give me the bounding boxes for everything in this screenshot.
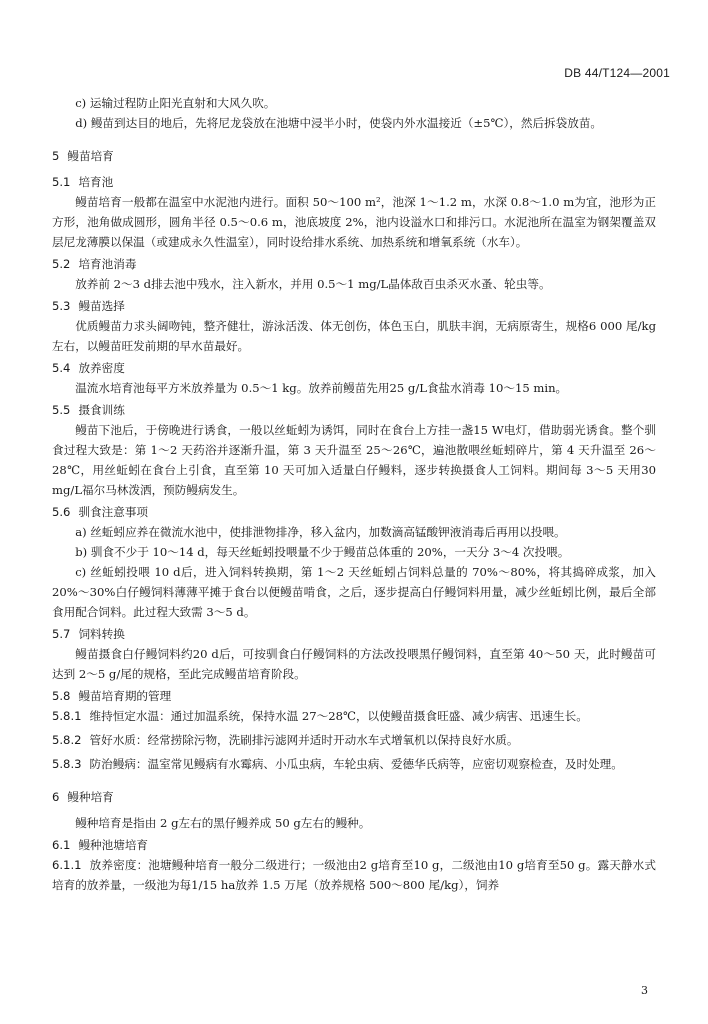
paragraph: 放养前 2～3 d排去池中残水，注入新水，并用 0.5～1 mg/L晶体敌百虫杀灭水蚤、轮虫等。 bbox=[75, 277, 551, 291]
subsection-number: 5.4 bbox=[52, 361, 71, 375]
list-item: a) 丝蚯蚓应养在微流水池中，使排泄物排净，移入盆内，加数滴高锰酸钾液消毒后再用以投喂。 bbox=[75, 525, 566, 539]
clause-number: 6.1.1 bbox=[52, 858, 82, 872]
section-title: 鳗苗培育 bbox=[67, 149, 114, 163]
subsection-title: 饲料转换 bbox=[78, 627, 125, 641]
subsection-title: 鳗苗选择 bbox=[78, 299, 125, 313]
paragraph: 优质鳗苗力求头阔吻钝，整齐健壮，游泳活泼、体无创伤，体色玉白，肌肤丰润，无病原寄生，规格6 000 尾/kg左右，以鳗苗旺发前期的早水苗最好。 bbox=[52, 319, 656, 353]
clause-text: 维持恒定水温：通过加温系统，保持水温 27～28℃，以使鳗苗摄食旺盛、减少病害、迅速生长。 bbox=[89, 709, 588, 723]
section-number: 5 bbox=[52, 149, 60, 163]
clause-text: 放养密度：池塘鳗种培育一般分二级进行；一级池由2 g培育至10 g，二级池由10 g培育至50 g。露天静水式培育的放养量，一级池为每1/15 ha放养 1.5 万尾（放养规格 500～800 尾/kg），饲养 bbox=[52, 858, 656, 892]
paragraph: 温流水培育池每平方米放养量为 0.5～1 kg。放养前鳗苗先用25 g/L食盐水消毒 10～15 min。 bbox=[75, 381, 568, 395]
subsection-heading bbox=[52, 358, 656, 378]
paragraph: 鳗苗培育一般都在温室中水泥池内进行。面积 50～100 m²，池深 1～1.2 m，水深 0.8～1.0 m为宜，池形为正方形，池角做成圆形，圆角半径 0.5～0.6 m，池底坡度 2%，池内设溢水口和排污口。水泥池所在温室为钢架覆盖双层尼龙薄膜以保温（或建成永久性温室），同时设给排水系统、加热系统和增氧系统（水车）。 bbox=[52, 195, 656, 249]
document-body bbox=[52, 93, 656, 895]
subsection-heading bbox=[52, 172, 656, 192]
subsection-title: 鳗种池塘培育 bbox=[78, 838, 149, 852]
subsection-number: 5.8 bbox=[52, 689, 71, 703]
paragraph: c) 运输过程防止阳光直射和大风久吹。 bbox=[75, 96, 276, 110]
subsection-number: 5.7 bbox=[52, 627, 71, 641]
clause bbox=[52, 706, 656, 726]
section-number: 6 bbox=[52, 790, 60, 804]
document-id: DB 44/T124—2001 bbox=[564, 66, 670, 80]
clause bbox=[52, 754, 656, 774]
subsection-title: 培育池消毒 bbox=[78, 257, 137, 271]
section-title: 鳗种培育 bbox=[67, 790, 114, 804]
subsection-title: 驯食注意事项 bbox=[78, 505, 149, 519]
subsection-number: 6.1 bbox=[52, 838, 71, 852]
clause-number: 5.8.3 bbox=[52, 757, 82, 771]
clause bbox=[52, 730, 656, 750]
subsection-title: 鳗苗培育期的管理 bbox=[78, 689, 172, 703]
subsection-number: 5.5 bbox=[52, 403, 71, 417]
section-heading bbox=[52, 146, 656, 166]
subsection-heading bbox=[52, 400, 656, 420]
paragraph: 鳗苗下池后，于傍晚进行诱食，一般以丝蚯蚓为诱饵，同时在食台上方挂一盏15 W电灯，借助弱光诱食。整个驯食过程大致是：第 1～2 天药浴并逐渐升温，第 3 天升温至 25～26℃，遍池散喂丝蚯蚓碎片，第 4 天升温至 26～28℃，用丝蚯蚓在食台上引食，直至第 10 天可加入适量白仔鳗料，逐步转换摄食人工饲料。期间每 3～5 天用30 mg/L福尔马林泼洒，预防鳗病发生。 bbox=[52, 423, 656, 497]
clause-number: 5.8.2 bbox=[52, 733, 82, 747]
clause-text: 防治鳗病：温室常见鳗病有水霉病、小瓜虫病，车轮虫病、爱德华氏病等，应密切观察检查，及时处理。 bbox=[89, 757, 623, 771]
subsection-number: 5.6 bbox=[52, 505, 71, 519]
subsection-heading bbox=[52, 686, 656, 706]
list-item: b) 驯食不少于 10～14 d，每天丝蚯蚓投喂量不少于鳗苗总体重的 20%，一天分 3～4 次投喂。 bbox=[75, 545, 570, 559]
subsection-title: 放养密度 bbox=[78, 361, 125, 375]
subsection-heading bbox=[52, 254, 656, 274]
subsection-heading bbox=[52, 502, 656, 522]
subsection-title: 培育池 bbox=[78, 175, 114, 189]
clause-text: 管好水质：经常捞除污物，洗刷排污滤网并适时开动水车式增氧机以保持良好水质。 bbox=[89, 733, 519, 747]
subsection-heading bbox=[52, 624, 656, 644]
list-item: c) 丝蚯蚓投喂 10 d后，进入饲料转换期，第 1～2 天丝蚯蚓占饲料总量的 70%～80%，将其捣碎成浆，加入 20%～30%白仔鳗饲料薄薄平摊于食台以便鳗苗啃食，之后，逐步提高白仔鳗饲料用量，减少丝蚯蚓比例，最后全部食用配合饲料。此过程大致需 3～5 d。 bbox=[52, 565, 656, 619]
subsection-heading bbox=[52, 296, 656, 316]
subsection-number: 5.3 bbox=[52, 299, 71, 313]
paragraph: 鳗种培育是指由 2 g左右的黑仔鳗养成 50 g左右的鳗种。 bbox=[75, 816, 371, 830]
subsection-title: 摄食训练 bbox=[78, 403, 125, 417]
clause-number: 5.8.1 bbox=[52, 709, 82, 723]
clause bbox=[52, 855, 656, 895]
subsection-number: 5.2 bbox=[52, 257, 71, 271]
section-heading bbox=[52, 787, 656, 807]
paragraph: 鳗苗摄食白仔鳗饲料约20 d后，可按驯食白仔鳗饲料的方法改投喂黑仔鳗饲料，直至第 40～50 天，此时鳗苗可达到 2～5 g/尾的规格，至此完成鳗苗培育阶段。 bbox=[52, 647, 656, 681]
page-number: 3 bbox=[641, 984, 648, 997]
paragraph: d) 鳗苗到达目的地后，先将尼龙袋放在池塘中浸半小时，使袋内外水温接近（±5℃），然后拆袋放苗。 bbox=[75, 116, 603, 130]
subsection-number: 5.1 bbox=[52, 175, 71, 189]
subsection-heading bbox=[52, 835, 656, 855]
